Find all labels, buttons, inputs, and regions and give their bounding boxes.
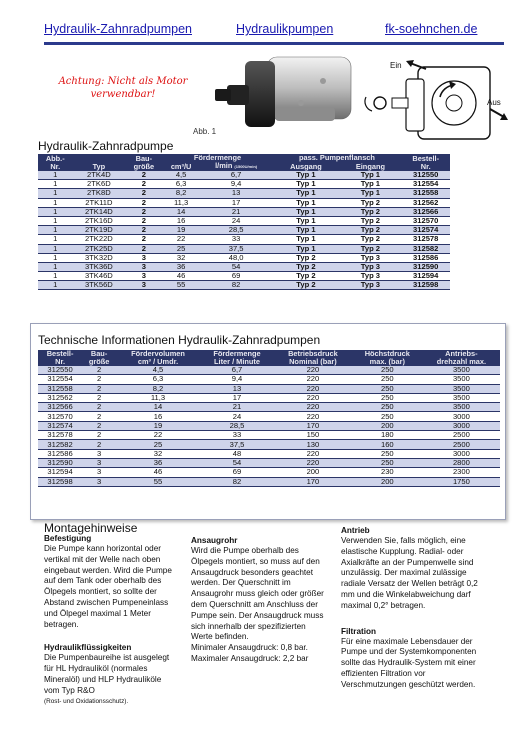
- table-cell: 2TK25D: [73, 244, 126, 253]
- link-fk-soehnchen[interactable]: fk-soehnchen.de: [385, 22, 478, 36]
- table-cell: 312590: [38, 458, 82, 467]
- table-cell: 3: [82, 449, 116, 458]
- table-cell: 2TK22D: [73, 235, 126, 244]
- table-cell: 2: [82, 366, 116, 375]
- table-cell: 2500: [423, 440, 500, 449]
- table-cell: 2TK6D: [73, 180, 126, 189]
- filtration-heading: Filtration: [341, 626, 377, 636]
- table-cell: 2TK8D: [73, 189, 126, 198]
- table-cell: 24: [200, 412, 274, 421]
- table-cell: 160: [352, 440, 423, 449]
- table-cell: 14: [116, 403, 200, 412]
- table-cell: 14: [162, 207, 199, 216]
- th-flansch: pass. Pumpenflansch: [272, 154, 401, 162]
- table-cell: 28,5: [200, 226, 273, 235]
- table-cell: 17: [200, 198, 273, 207]
- table-cell: Typ 2: [339, 207, 401, 216]
- table-cell: 3500: [423, 403, 500, 412]
- table-cell: 2: [82, 403, 116, 412]
- table-cell: 1750: [423, 477, 500, 486]
- table-cell: 312550: [401, 171, 450, 180]
- table-cell: Typ 2: [339, 226, 401, 235]
- table-cell: 312598: [401, 281, 450, 290]
- table-cell: 46: [116, 468, 200, 477]
- ansaug-min: Minimaler Ansaugdruck: 0,8 bar.: [191, 643, 308, 653]
- table-row: [38, 421, 500, 430]
- table-cell: 1: [38, 272, 73, 281]
- table-cell: 2TK14D: [73, 207, 126, 216]
- montage-col-left: [44, 533, 174, 707]
- ansaug-max: Maximaler Ansaugdruck: 2,2 bar: [191, 653, 309, 663]
- table-row: [38, 384, 500, 393]
- table-cell: 312558: [401, 189, 450, 198]
- table-cell: 9,4: [200, 180, 273, 189]
- table-cell: 55: [162, 281, 199, 290]
- table-cell: 130: [274, 440, 352, 449]
- table-cell: Typ 2: [272, 272, 339, 281]
- table-cell: 24: [200, 216, 273, 225]
- ansaug-heading: Ansaugrohr: [191, 536, 238, 545]
- table-cell: 250: [352, 449, 423, 458]
- table-cell: Typ 1: [339, 189, 401, 198]
- table-cell: 2: [82, 384, 116, 393]
- table-cell: 312554: [38, 375, 82, 384]
- table-cell: 2: [125, 189, 162, 198]
- th2-drehzahl: Antriebs- drehzahl max.: [423, 350, 500, 366]
- table-cell: 312570: [401, 216, 450, 225]
- befestigung-text: Die Pumpe kann horizontal oder vertikal mit der Welle nach oben eingebaut werden. Wird die Pumpe auf dem Tank oder oberhalb des Ölpegels montiert, so sollte der Abstand zwischen Pumpeneinlass und Ölpegel maximal 1 Meter betragen.: [44, 544, 172, 629]
- table-row: [38, 375, 500, 384]
- th-cm3u: cm³/U: [162, 162, 199, 171]
- table-cell: 2: [82, 421, 116, 430]
- table-cell: 220: [274, 458, 352, 467]
- table-cell: 13: [200, 384, 274, 393]
- table-cell: 312574: [401, 226, 450, 235]
- table-row: [38, 366, 500, 375]
- table-cell: 220: [274, 384, 352, 393]
- table-cell: 2: [125, 171, 162, 180]
- table-cell: 4,5: [162, 171, 199, 180]
- table-cell: Typ 2: [339, 216, 401, 225]
- table-cell: 3: [125, 272, 162, 281]
- table-cell: Typ 1: [272, 207, 339, 216]
- table-cell: Typ 1: [272, 180, 339, 189]
- table-cell: 312578: [38, 431, 82, 440]
- fluessigkeit-small: (Rost- und Oxidationsschutz).: [44, 697, 129, 705]
- table-row: [38, 403, 500, 412]
- link-hydraulikpumpen[interactable]: Hydraulikpumpen: [236, 22, 334, 36]
- table-cell: 13: [200, 189, 273, 198]
- table-cell: Typ 1: [272, 171, 339, 180]
- table-cell: 2: [82, 412, 116, 421]
- table-cell: 250: [352, 458, 423, 467]
- table-cell: 170: [274, 477, 352, 486]
- table-cell: 28,5: [200, 421, 274, 430]
- th-foerder: Fördermenge: [162, 154, 272, 162]
- table-cell: 2: [82, 375, 116, 384]
- fluessigkeit-heading: Hydraulikflüssigkeiten: [44, 643, 132, 653]
- table-cell: 312558: [38, 384, 82, 393]
- table-cell: 200: [352, 477, 423, 486]
- th-bestell: Bestell- Nr.: [401, 154, 450, 171]
- label-out: Aus: [487, 98, 501, 107]
- table-cell: 3TK56D: [73, 281, 126, 290]
- table-cell: 220: [274, 375, 352, 384]
- table-cell: 2TK11D: [73, 198, 126, 207]
- montage-col-middle: [191, 535, 329, 665]
- table1-title: Hydraulik-Zahnradpumpe: [38, 139, 174, 153]
- table-row: [38, 440, 500, 449]
- table-cell: 69: [200, 272, 273, 281]
- table-cell: 1: [38, 226, 73, 235]
- table2-title: Technische Informationen Hydraulik-Zahnradpumpen: [38, 333, 321, 347]
- table-cell: 11,3: [162, 198, 199, 207]
- table-row: [38, 244, 450, 253]
- table-row: [38, 281, 450, 290]
- table-cell: 21: [200, 403, 274, 412]
- table-row: [38, 458, 500, 467]
- table-cell: 1: [38, 189, 73, 198]
- table-row: [38, 198, 450, 207]
- table-cell: 6,3: [162, 180, 199, 189]
- table-cell: Typ 3: [339, 253, 401, 262]
- table-cell: 2TK16D: [73, 216, 126, 225]
- filtration-text: Für eine maximale Lebensdauer der Pumpe und der Systemkomponenten sollte das Hydraulik-System mit einer effizienten Filtration vor Verschmutzungen geschützt werden.: [341, 636, 477, 689]
- table-cell: 1: [38, 244, 73, 253]
- pump-table: [38, 154, 450, 290]
- table-cell: 3500: [423, 393, 500, 402]
- table-cell: 250: [352, 375, 423, 384]
- table-cell: 82: [200, 281, 273, 290]
- table-cell: 2TK4D: [73, 171, 126, 180]
- table-row: [38, 477, 500, 486]
- table-cell: Typ 2: [339, 244, 401, 253]
- table-cell: 48: [200, 449, 274, 458]
- table-cell: 3000: [423, 412, 500, 421]
- table-cell: 8,2: [162, 189, 199, 198]
- table-cell: 2TK19D: [73, 226, 126, 235]
- th-bau: Bau- größe: [125, 154, 162, 171]
- tech-table: [38, 350, 500, 487]
- table-cell: 312570: [38, 412, 82, 421]
- table-cell: 8,2: [116, 384, 200, 393]
- table-cell: Typ 3: [339, 281, 401, 290]
- fluessigkeit-text: Die Pumpenbaureihe ist ausgelegt für HL Hydrauliköl (normales Mineralöl) und HLP Hydrauliköle vom Typ R&O: [44, 653, 170, 695]
- link-zahnradpumpen[interactable]: Hydraulik-Zahnradpumpen: [44, 22, 192, 36]
- table-cell: 3000: [423, 421, 500, 430]
- table-cell: 16: [116, 412, 200, 421]
- table-cell: 1: [38, 207, 73, 216]
- table-cell: 312562: [401, 198, 450, 207]
- th2-hoechst: Höchstdruck max. (bar): [352, 350, 423, 366]
- table-cell: 312594: [38, 468, 82, 477]
- table-cell: 22: [162, 235, 199, 244]
- table-cell: 200: [274, 468, 352, 477]
- table-row: [38, 393, 500, 402]
- table-row: [38, 412, 500, 421]
- table-cell: 16: [162, 216, 199, 225]
- table-cell: 312554: [401, 180, 450, 189]
- table-row: [38, 235, 450, 244]
- ansaug-text: Wird die Pumpe oberhalb des Ölpegels montiert, so muss auf den Ansaugdruck besonders geachtet werden. Der Querschnitt im Ansaugrohr muss gleich oder größer dem Querschnitt am Anschluss der Pumpe sein. Der Ansaugdruck muss sich innerhalb der spezifizierten Werte befinden.: [191, 546, 324, 642]
- table-cell: 48,0: [200, 253, 273, 262]
- table-cell: 150: [274, 431, 352, 440]
- table-cell: 9,4: [200, 375, 274, 384]
- header-links: [0, 22, 530, 44]
- table-cell: Typ 3: [339, 272, 401, 281]
- table-cell: 1: [38, 180, 73, 189]
- table-cell: 312574: [38, 421, 82, 430]
- table-row: [38, 253, 450, 262]
- table-cell: 54: [200, 458, 274, 467]
- th2-betrieb: Betriebsdruck Nominal (bar): [274, 350, 352, 366]
- table-cell: 2500: [423, 431, 500, 440]
- warning-note: Achtung: Nicht als Motor verwendbar!: [58, 76, 188, 100]
- th-lmin: l/min (1500U/min): [200, 162, 273, 171]
- table-cell: 1: [38, 281, 73, 290]
- table-cell: Typ 1: [272, 235, 339, 244]
- table-cell: 11,3: [116, 393, 200, 402]
- table-cell: 2: [82, 393, 116, 402]
- table-cell: 3500: [423, 384, 500, 393]
- th2-menge: Fördermenge Liter / Minute: [200, 350, 274, 366]
- table-cell: 4,5: [116, 366, 200, 375]
- table-cell: 250: [352, 412, 423, 421]
- table-cell: 312562: [38, 393, 82, 402]
- th-abb: Abb.- Nr.: [38, 154, 73, 171]
- table-cell: 37,5: [200, 440, 274, 449]
- table-cell: 220: [274, 449, 352, 458]
- table-cell: 2: [125, 198, 162, 207]
- table-cell: 3TK46D: [73, 272, 126, 281]
- table-cell: 46: [162, 272, 199, 281]
- table-cell: 312582: [38, 440, 82, 449]
- table-cell: Typ 1: [339, 180, 401, 189]
- table-cell: 312550: [38, 366, 82, 375]
- table-cell: Typ 1: [339, 171, 401, 180]
- table-cell: 250: [352, 366, 423, 375]
- table-cell: 220: [274, 403, 352, 412]
- table-cell: 22: [116, 431, 200, 440]
- table-cell: 2300: [423, 468, 500, 477]
- table-cell: Typ 2: [339, 198, 401, 207]
- table-cell: Typ 2: [339, 235, 401, 244]
- table-cell: Typ 1: [272, 189, 339, 198]
- table-cell: 17: [200, 393, 274, 402]
- table-cell: 2800: [423, 458, 500, 467]
- header-divider: [44, 42, 504, 45]
- label-in: Ein: [390, 61, 402, 70]
- table-cell: 200: [352, 421, 423, 430]
- table-cell: 1: [38, 216, 73, 225]
- table-cell: 69: [200, 468, 274, 477]
- table-cell: 33: [200, 431, 274, 440]
- table-cell: 1: [38, 253, 73, 262]
- table-cell: 2: [125, 216, 162, 225]
- table-cell: 32: [116, 449, 200, 458]
- table-cell: 312594: [401, 272, 450, 281]
- table-cell: 3500: [423, 366, 500, 375]
- table-cell: 3: [82, 477, 116, 486]
- table-cell: 54: [200, 262, 273, 271]
- th2-bau: Bau- größe: [82, 350, 116, 366]
- table-cell: Typ 1: [272, 244, 339, 253]
- table-cell: 2: [82, 431, 116, 440]
- table-cell: 312598: [38, 477, 82, 486]
- table-cell: 2: [125, 226, 162, 235]
- table-cell: 312578: [401, 235, 450, 244]
- th-typ: Typ: [73, 154, 126, 171]
- table-cell: 230: [352, 468, 423, 477]
- table-cell: 312566: [401, 207, 450, 216]
- table-cell: 1: [38, 198, 73, 207]
- th2-vol: Fördervolumen cm³ / Umdr.: [116, 350, 200, 366]
- table-cell: Typ 1: [272, 198, 339, 207]
- table-cell: 3500: [423, 375, 500, 384]
- table-cell: 3TK36D: [73, 262, 126, 271]
- table-row: [38, 431, 500, 440]
- table-cell: 37,5: [200, 244, 273, 253]
- table-cell: 250: [352, 403, 423, 412]
- table-cell: 220: [274, 412, 352, 421]
- table-cell: 220: [274, 393, 352, 402]
- table-cell: 25: [162, 244, 199, 253]
- table-cell: 170: [274, 421, 352, 430]
- table-cell: 3: [82, 468, 116, 477]
- th-eingang: Eingang: [339, 162, 401, 171]
- table-cell: 3: [82, 458, 116, 467]
- table-cell: 312566: [38, 403, 82, 412]
- table-cell: 1: [38, 262, 73, 271]
- table-cell: 180: [352, 431, 423, 440]
- table-cell: Typ 3: [339, 262, 401, 271]
- table-cell: 36: [162, 262, 199, 271]
- th-ausgang: Ausgang: [272, 162, 339, 171]
- table-cell: Typ 1: [272, 216, 339, 225]
- table-cell: 1: [38, 235, 73, 244]
- table-cell: 19: [162, 226, 199, 235]
- table-cell: 250: [352, 384, 423, 393]
- table-cell: 312586: [38, 449, 82, 458]
- table-cell: 82: [200, 477, 274, 486]
- table-row: [38, 449, 500, 458]
- table-cell: 1: [38, 171, 73, 180]
- table-cell: 3: [125, 262, 162, 271]
- antrieb-heading: Antrieb: [341, 526, 370, 535]
- table-cell: 250: [352, 393, 423, 402]
- table-cell: 3: [125, 281, 162, 290]
- table-cell: Typ 2: [272, 281, 339, 290]
- th2-bestell: Bestell- Nr.: [38, 350, 82, 366]
- table-cell: 6,7: [200, 366, 274, 375]
- table-cell: Typ 1: [272, 226, 339, 235]
- table-cell: Typ 2: [272, 253, 339, 262]
- table-cell: Typ 2: [272, 262, 339, 271]
- table-cell: 21: [200, 207, 273, 216]
- table-cell: 2: [82, 440, 116, 449]
- table-cell: 3TK32D: [73, 253, 126, 262]
- table-cell: 3000: [423, 449, 500, 458]
- table-cell: 2: [125, 180, 162, 189]
- table-cell: 312586: [401, 253, 450, 262]
- montage-col-right: [341, 525, 493, 691]
- table-cell: 32: [162, 253, 199, 262]
- table-row: [38, 189, 450, 198]
- table-cell: 25: [116, 440, 200, 449]
- table-cell: 33: [200, 235, 273, 244]
- table-cell: 19: [116, 421, 200, 430]
- table-cell: 6,3: [116, 375, 200, 384]
- table-cell: 220: [274, 366, 352, 375]
- table-row: [38, 468, 500, 477]
- antrieb-text: Verwenden Sie, falls möglich, eine elastische Kupplung. Radial- oder Axialkräfte an der Pumpenwelle sind unzulässig. Der maximal zulässige radiale Versatz der Wellen beträgt 0,2 mm und die Winkelabweichung darf maximal 0,2° betragen.: [341, 536, 478, 610]
- table-cell: 2: [125, 244, 162, 253]
- table-cell: 2: [125, 207, 162, 216]
- table-cell: 6,7: [200, 171, 273, 180]
- table-cell: 312590: [401, 262, 450, 271]
- table-cell: 55: [116, 477, 200, 486]
- befestigung-heading: Befestigung: [44, 534, 92, 543]
- table-cell: 2: [125, 235, 162, 244]
- table-cell: 36: [116, 458, 200, 467]
- figure-caption: Abb. 1: [193, 127, 217, 136]
- table-cell: 312582: [401, 244, 450, 253]
- montage-title: Montagehinweise: [44, 521, 138, 535]
- pump-image: [205, 47, 355, 137]
- table-cell: 3: [125, 253, 162, 262]
